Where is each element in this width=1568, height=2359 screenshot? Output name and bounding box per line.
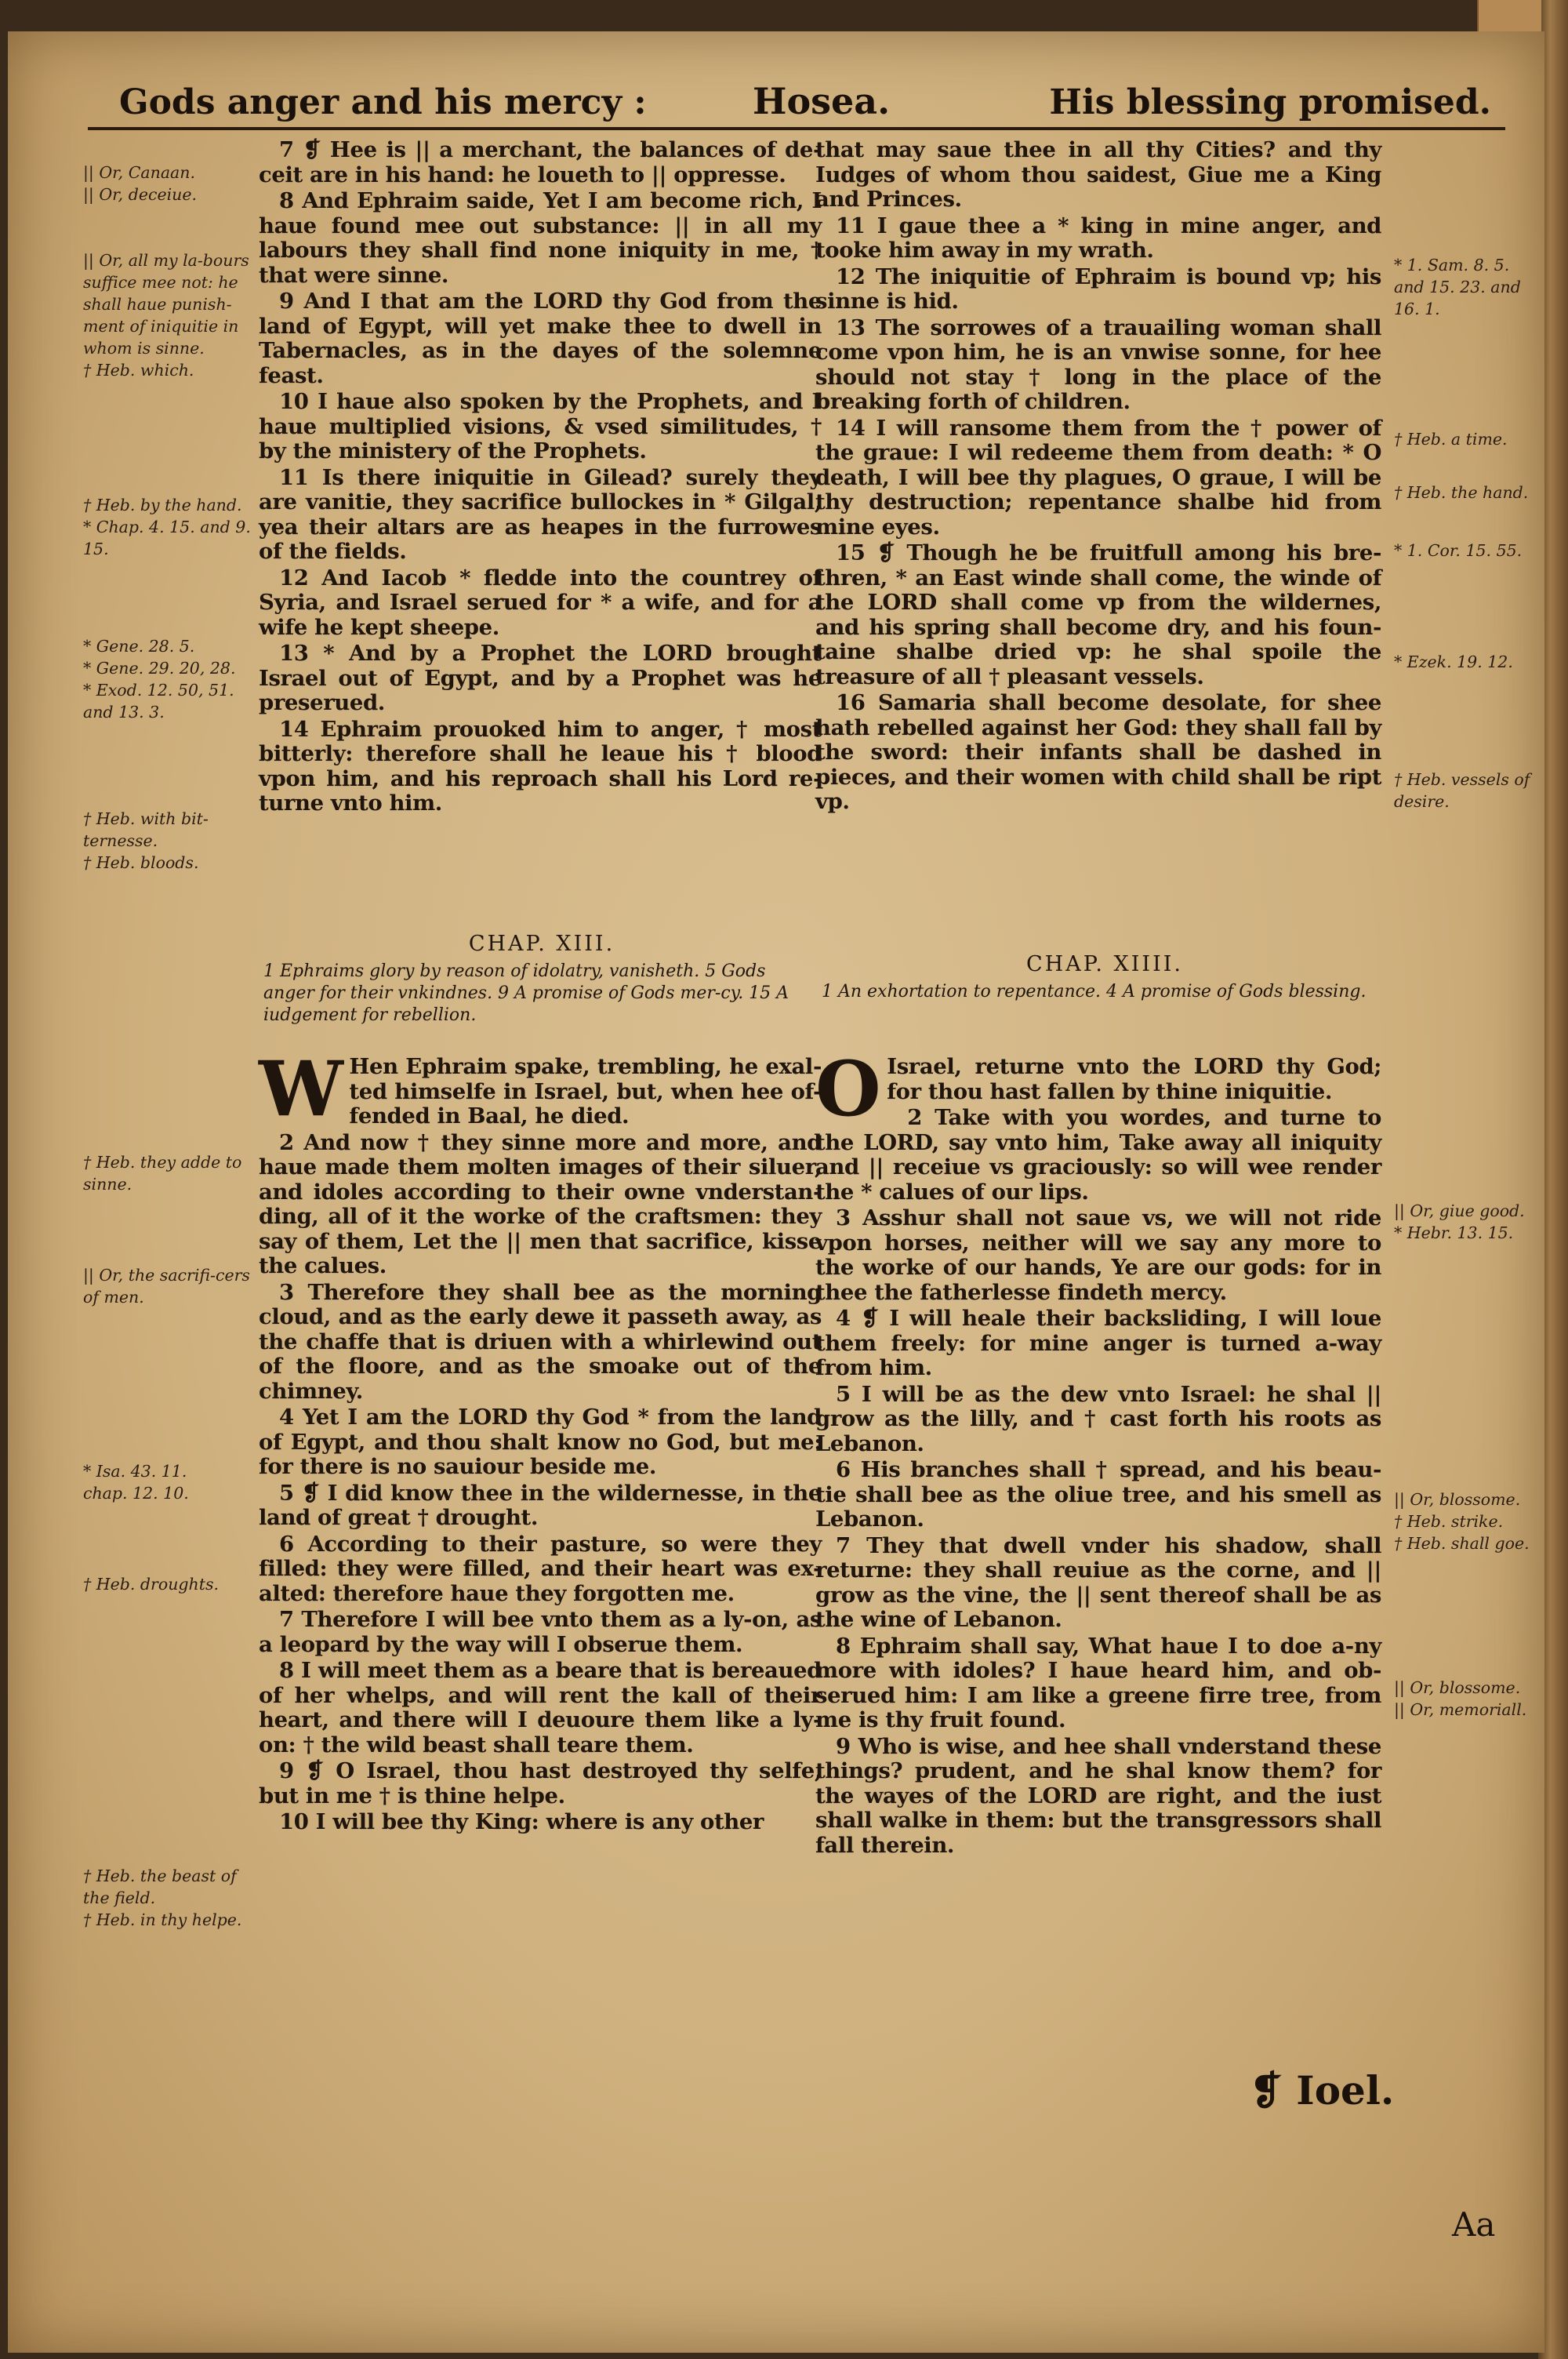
margin-note-line: † Heb. the hand. xyxy=(1394,483,1529,502)
verse: 15 ❡ Though he be fruitfull among his bre-thren, * an East winde shall come, the winde of the LORD shall come vp from the wildernes, and his spring shall become dry, and his foun-taine shalbe dried vp: he shal spoile the treasure of all † pleasant vessels. xyxy=(815,540,1381,689)
margin-note-line: || Or, deceiue. xyxy=(83,185,197,204)
margin-note-line: † Heb. with bit-ternesse. xyxy=(83,809,209,850)
verse: 7 ❡ Hee is || a merchant, the balances of de-ceit are in his hand: he loueth to || oppresse. xyxy=(259,137,822,187)
verse: 10 I will bee thy King: where is any other xyxy=(279,1809,764,1834)
margin-note-line: † Heb. they adde to sinne. xyxy=(83,1153,242,1194)
verse: 14 Ephraim prouoked him to anger, † most bitterly: therefore shall he leaue his † blood vpon him, and his reproach shall his Lord re-turne vnto him. xyxy=(259,716,822,816)
verse: 9 And I that am the LORD thy God from the land of Egypt, will yet make thee to dwell in Tabernacles, as in the dayes of the solemne feast. xyxy=(259,289,822,388)
margin-note-line: || Or, giue good. xyxy=(1394,1201,1525,1220)
margin-note-line: † Heb. a time. xyxy=(1394,430,1508,449)
margin-note-line: * Hebr. 13. 15. xyxy=(1394,1223,1514,1242)
margin-note xyxy=(1394,1200,1535,1244)
verse: 6 According to their pasture, so were they filled: they were filled, and their heart was ex-alted: therefore haue they forgotten me. xyxy=(259,1531,822,1606)
margin-note-line: † Heb. vessels of desire. xyxy=(1394,770,1530,811)
verse: 2 Take with you wordes, and turne to the LORD, say vnto him, Take away all iniquity and || receiue vs graciously: so will wee render the * calues of our lips. xyxy=(815,1105,1381,1205)
margin-note xyxy=(83,1264,252,1308)
verse: 7 They that dwell vnder his shadow, shall returne: they shall reuiue as the corne, and || grow as the vine, the || sent thereof shall be as the wine of Lebanon. xyxy=(815,1532,1381,1632)
margin-note xyxy=(1394,482,1535,503)
margin-note-line: † Heb. which. xyxy=(83,361,194,380)
verse: 7 Therefore I will bee vnto them as a ly-on, as a leopard by the way will I obserue them. xyxy=(259,1607,822,1657)
chapter-14-heading xyxy=(822,952,1388,1003)
verse: 10 I haue also spoken by the Prophets, and I haue multiplied visions, & vsed similitudes, † by the ministery of the Prophets. xyxy=(259,389,822,463)
verse-text: Hen Ephraim spake, trembling, he exal-ted himselfe in Israel, but, when hee of-fended in Baal, he died. xyxy=(349,1054,822,1129)
verse: 5 ❡ I did know thee in the wildernesse, in the land of great † drought. xyxy=(259,1480,822,1530)
margin-note xyxy=(83,1151,252,1195)
margin-note xyxy=(1394,540,1535,562)
verse: 11 Is there iniquitie in Gilead? surely they are vanitie, they sacrifice bullockes in * Gilgal, yea their altars are as heapes in the furrowes of the fields. xyxy=(259,464,822,564)
verse: 5 I will be as the dew vnto Israel: he shal || grow as the lilly, and † cast forth his roots as Lebanon. xyxy=(815,1381,1381,1456)
margin-note-line: || Or, all my la-bours suffice mee not: he shall haue punish-ment of iniquitie in whom is sinne. xyxy=(83,251,249,358)
verse: 14 I will ransome them from the † power of the graue: I wil redeeme them from death: * O death, I will bee thy plagues, O graue, I will be thy destruction; repentance shalbe hid from mine eyes. xyxy=(815,415,1381,540)
margin-note-line: † Heb. bloods. xyxy=(83,853,199,872)
verse: 13 * And by a Prophet the LORD brought Israel out of Egypt, and by a Prophet was he preserued. xyxy=(259,641,822,715)
chapter-title: CHAP. XIII. xyxy=(468,932,615,956)
margin-note-line: † Heb. droughts. xyxy=(83,1575,219,1594)
verse: 4 ❡ I will heale their backsliding, I will loue them freely: for mine anger is turned a-way from him. xyxy=(815,1306,1381,1380)
verse: 2 And now † they sinne more and more, and haue made them molten images of their siluer, and idoles according to their owne vnderstan-ding, all of it the worke of the craftsmen: they say of them, Let the || men that sacrifice, kisse the calues. xyxy=(259,1129,822,1278)
margin-note-line: * Chap. 4. 15. and 9. 15. xyxy=(83,518,251,558)
margin-note-line: † Heb. strike. xyxy=(1394,1512,1504,1531)
running-header xyxy=(88,72,1505,130)
drop-cap: O xyxy=(815,1045,881,1133)
chapter-title: CHAP. XIIII. xyxy=(1025,952,1184,976)
catchword-next-book: ❡ Ioel. xyxy=(1250,2067,1395,2114)
verse: 8 Ephraim shall say, What haue I to doe a-ny more with idoles? I haue heard him, and ob-serued him: I am like a greene firre tree, from me is thy fruit found. xyxy=(815,1633,1381,1732)
verse: 16 Samaria shall become desolate, for shee hath rebelled against her God: they shall fall by the sword: their infants shall be dashed in pieces, and their women with child shall be ript vp. xyxy=(815,690,1381,814)
margin-note xyxy=(83,808,252,874)
left-column-top xyxy=(259,138,822,818)
chapter-opening xyxy=(259,1045,822,1133)
verse: 8 And Ephraim saide, Yet I am become rich, I haue found mee out substance: || in all my labours they shall find none iniquity in me, † that were sinne. xyxy=(259,188,822,288)
verse: 9 Who is wise, and hee shall vnderstand these things? prudent, and he shal know them? for the wayes of the LORD are right, and the iust shall walke in them: but the transgressors shall fall therein. xyxy=(815,1733,1381,1858)
verse: 6 His branches shall † spread, and his beau-tie shall bee as the oliue tree, and his smell as Lebanon. xyxy=(815,1457,1381,1532)
signature-mark: Aa xyxy=(1452,2205,1496,2244)
chapter-opening xyxy=(815,1045,1381,1133)
margin-note xyxy=(1394,254,1535,320)
margin-note xyxy=(83,1865,252,1931)
verse: 8 I will meet them as a beare that is bereaued of her whelps, and will rent the kall of their heart, and there will I deuoure them like a ly-on: † the wild beast shall teare them. xyxy=(259,1658,822,1757)
margin-note xyxy=(83,162,252,205)
margin-note xyxy=(1394,1488,1535,1554)
verse: 11 I gaue thee a * king in mine anger, and tooke him away in my wrath. xyxy=(815,213,1381,263)
margin-note-line: † Heb. by the hand. xyxy=(83,496,242,514)
chapter-summary: 1 Ephraims glory by reason of idolatry, vanisheth. 5 Gods anger for their vnkindnes. 9 A promise of Gods mer-cy. 15 A iudgement for rebellion. xyxy=(263,961,789,1025)
margin-note-line: chap. 12. 10. xyxy=(83,1484,189,1503)
margin-note xyxy=(83,1460,252,1504)
margin-note-line: * 1. Sam. 8. 5. and 15. 23. and 16. 1. xyxy=(1394,256,1521,318)
verse: 4 Yet I am the LORD thy God * from the land of Egypt, and thou shalt know no God, but me: for there is no sauiour beside me. xyxy=(259,1405,822,1479)
chapter-13-heading xyxy=(263,932,820,1027)
right-column-top xyxy=(815,138,1381,816)
margin-note-line: * Isa. 43. 11. xyxy=(83,1462,187,1481)
verse: 3 Therefore they shall bee as the morning cloud, and as the early dewe it passeth away, as the chaffe that is driuen with a whirlewind out of the floore, and as the smoake out of the chimney. xyxy=(259,1279,822,1404)
margin-note-line: * Ezek. 19. 12. xyxy=(1394,652,1513,671)
margin-note xyxy=(1394,769,1535,812)
margin-note-line: || Or, memoriall. xyxy=(1394,1700,1527,1719)
left-column-bottom xyxy=(259,1045,822,1837)
verse: 9 ❡ O Israel, thou hast destroyed thy selfe, but in me † is thine helpe. xyxy=(259,1758,822,1808)
margin-note-line: † Heb. the beast of the field. xyxy=(83,1866,237,1907)
margin-note-line: || Or, blossome. xyxy=(1394,1678,1521,1697)
margin-note-line: * 1. Cor. 15. 55. xyxy=(1394,541,1523,560)
margin-note-line: * Gene. 29. 20, 28. xyxy=(83,659,236,678)
chapter-summary: 1 An exhortation to repentance. 4 A promise of Gods blessing. xyxy=(822,982,1367,1001)
margin-note xyxy=(83,635,252,723)
verse: 12 The iniquitie of Ephraim is bound vp; his sinne is hid. xyxy=(815,264,1381,314)
drop-cap: W xyxy=(259,1045,343,1133)
margin-note xyxy=(1394,428,1535,450)
right-column-bottom xyxy=(815,1045,1381,1859)
header-book-title: Hosea. xyxy=(753,80,891,122)
verse: that may saue thee in all thy Cities? and thy Iudges of whom thou saidest, Giue me a King and Princes. xyxy=(815,137,1381,212)
margin-note-line: † Heb. shall goe. xyxy=(1394,1534,1530,1553)
margin-note xyxy=(83,1573,252,1595)
margin-note xyxy=(83,249,252,381)
verse: 13 The sorrowes of a trauailing woman shall come vpon him, he is an vnwise sonne, for hee should not stay † long in the place of the breaking forth of children. xyxy=(815,314,1381,414)
margin-note-line: || Or, Canaan. xyxy=(83,163,195,182)
margin-note-line: † Heb. in thy helpe. xyxy=(83,1910,242,1929)
margin-note-line: || Or, the sacrifi-cers of men. xyxy=(83,1266,250,1307)
margin-note-line: * Gene. 28. 5. xyxy=(83,637,195,656)
margin-note xyxy=(83,494,252,560)
header-left: Gods anger and his mercy : xyxy=(119,82,647,122)
verse: 12 And Iacob * fledde into the countrey of Syria, and Israel serued for * a wife, and for a wife he kept sheepe. xyxy=(259,565,822,640)
margin-note xyxy=(1394,651,1535,673)
header-right: His blessing promised. xyxy=(1049,82,1491,122)
margin-note xyxy=(1394,1677,1535,1721)
verse: 3 Asshur shall not saue vs, we will not ride vpon horses, neither will we say any more to the worke of our hands, Ye are our gods: for in thee the fatherlesse findeth mercy. xyxy=(815,1205,1381,1305)
verse-text: Israel, returne vnto the LORD thy God; for thou hast fallen by thine iniquitie. xyxy=(887,1054,1381,1104)
margin-note-line: * Exod. 12. 50, 51. and 13. 3. xyxy=(83,681,234,722)
margin-note-line: || Or, blossome. xyxy=(1394,1490,1521,1509)
